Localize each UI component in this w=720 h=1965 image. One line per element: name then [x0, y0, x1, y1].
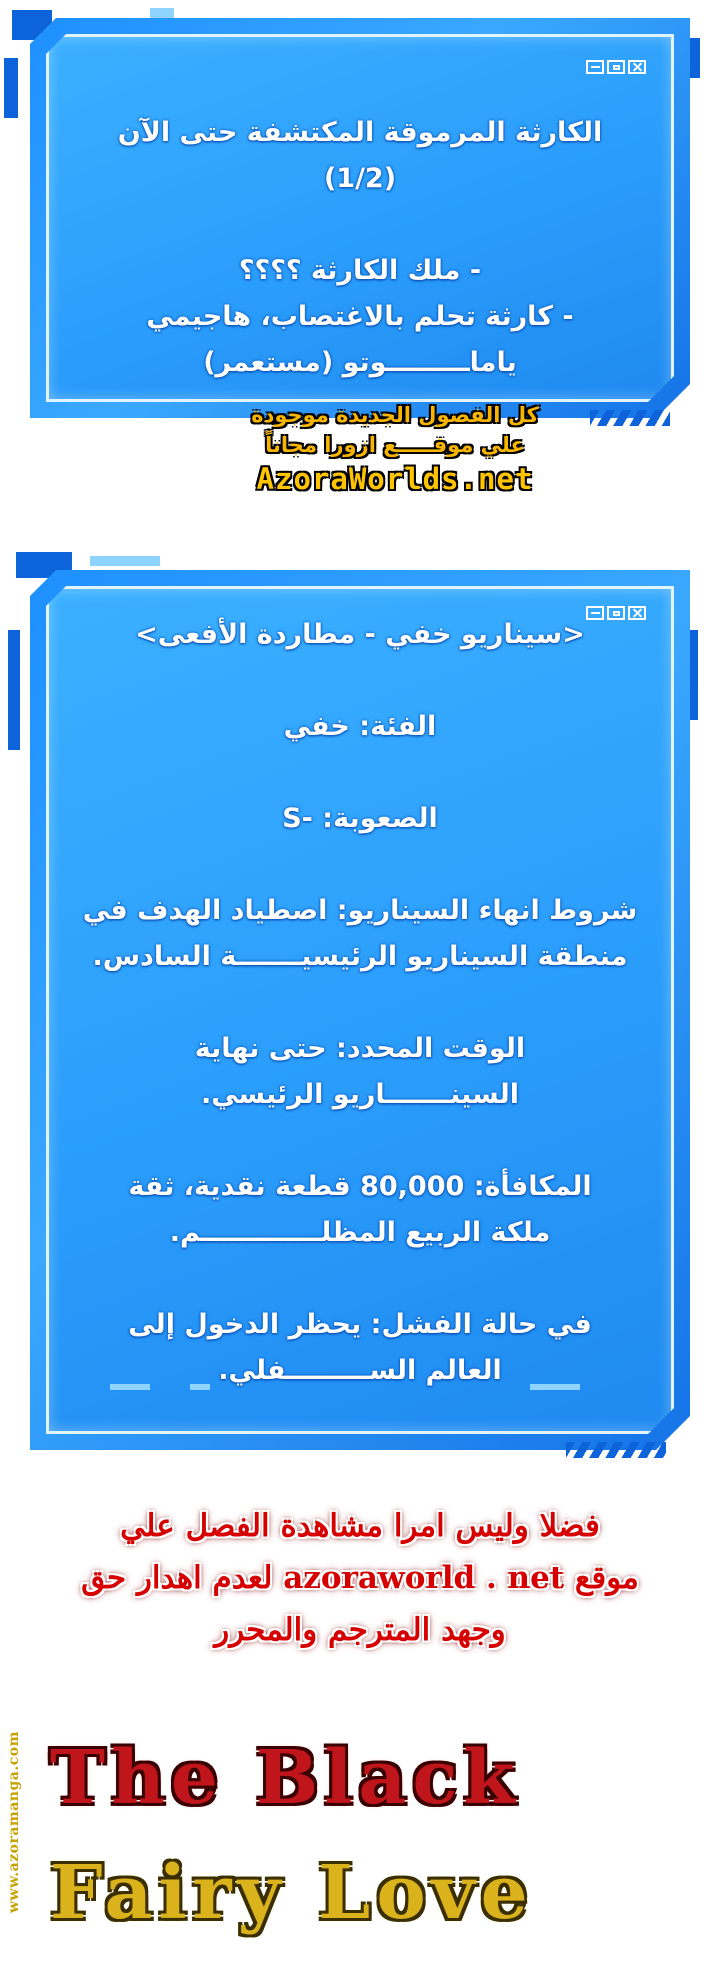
panel2-conditions: منطقة السيناريو الرئيسيـــــــة السادس. — [92, 941, 628, 972]
team-logo-line-2: Fairy Love — [50, 1850, 534, 1936]
notice-line-3: وجهد المترجم والمحرر — [214, 1612, 506, 1648]
panel2-time-limit: السينـــــــاريو الرئيسي. — [200, 1079, 520, 1110]
panel2-failure: العالم الســـــــــفلي. — [218, 1355, 502, 1386]
panel2-category: الفئة: خفي — [283, 711, 437, 742]
spacer — [80, 1256, 640, 1302]
system-window-2 — [30, 570, 690, 1450]
spacer — [80, 750, 640, 796]
panel1-line: - كارثة تحلم بالاغتصاب، هاجيمي — [146, 301, 574, 332]
system-window-1 — [30, 18, 690, 418]
panel2-reward: ملكة الربيع المظلـــــــــــــم. — [169, 1217, 551, 1248]
promo-site: AzoraWorlds.net — [256, 462, 534, 496]
panel2-conditions: شروط انهاء السيناريو: اصطياد الهدف في — [82, 895, 638, 926]
spacer — [80, 658, 640, 704]
team-logo-line-1: The Black — [50, 1735, 521, 1821]
panel2-failure: في حالة الفشل: يحظر الدخول إلى — [128, 1309, 592, 1340]
panel1-line: - ملك الكارثة ؟؟؟؟ — [238, 255, 482, 286]
promo-line-1: كل الفصول الجديدة موجودة — [251, 403, 539, 427]
promo-watermark — [240, 400, 550, 498]
window-controls — [586, 60, 646, 74]
notice-line-1: فضلا وليس امرا مشاهدة الفصل علي — [120, 1508, 600, 1544]
panel2-text — [80, 612, 640, 1394]
panel2-time-limit: الوقت المحدد: حتى نهاية — [194, 1033, 526, 1064]
panel2-reward: المكافأة: 80,000 قطعة نقدية، ثقة — [128, 1171, 592, 1202]
spacer — [80, 1118, 640, 1164]
decor-block — [150, 8, 174, 18]
decor-block — [8, 630, 20, 750]
spacer — [80, 980, 640, 1026]
decor-stripes — [590, 410, 670, 426]
decor-stripes — [566, 1442, 666, 1458]
close-icon — [628, 60, 646, 74]
panel2-title: <سيناريو خفي - مطاردة الأفعى> — [135, 619, 585, 650]
panel2-difficulty: الصعوبة: -S — [282, 803, 438, 834]
decor-block — [4, 58, 18, 118]
maximize-icon — [607, 60, 625, 74]
notice-line-2: موقع azoraworld . net لعدم اهدار حق — [81, 1560, 639, 1596]
panel1-line: ياماـــــــــوتو (مستعمر) — [203, 347, 517, 378]
translator-notice — [40, 1500, 680, 1656]
panel1-text — [80, 110, 640, 386]
minimize-icon — [586, 60, 604, 74]
side-url-watermark: www.azoramanga.com — [6, 1731, 22, 1914]
spacer — [80, 202, 640, 248]
decor-block — [90, 556, 160, 566]
spacer — [80, 842, 640, 888]
promo-line-2: علي موقـــــع ازورا مجاناً — [265, 433, 525, 457]
panel1-title: الكارثة المرموقة المكتشفة حتى الآن (1/2) — [117, 117, 603, 194]
